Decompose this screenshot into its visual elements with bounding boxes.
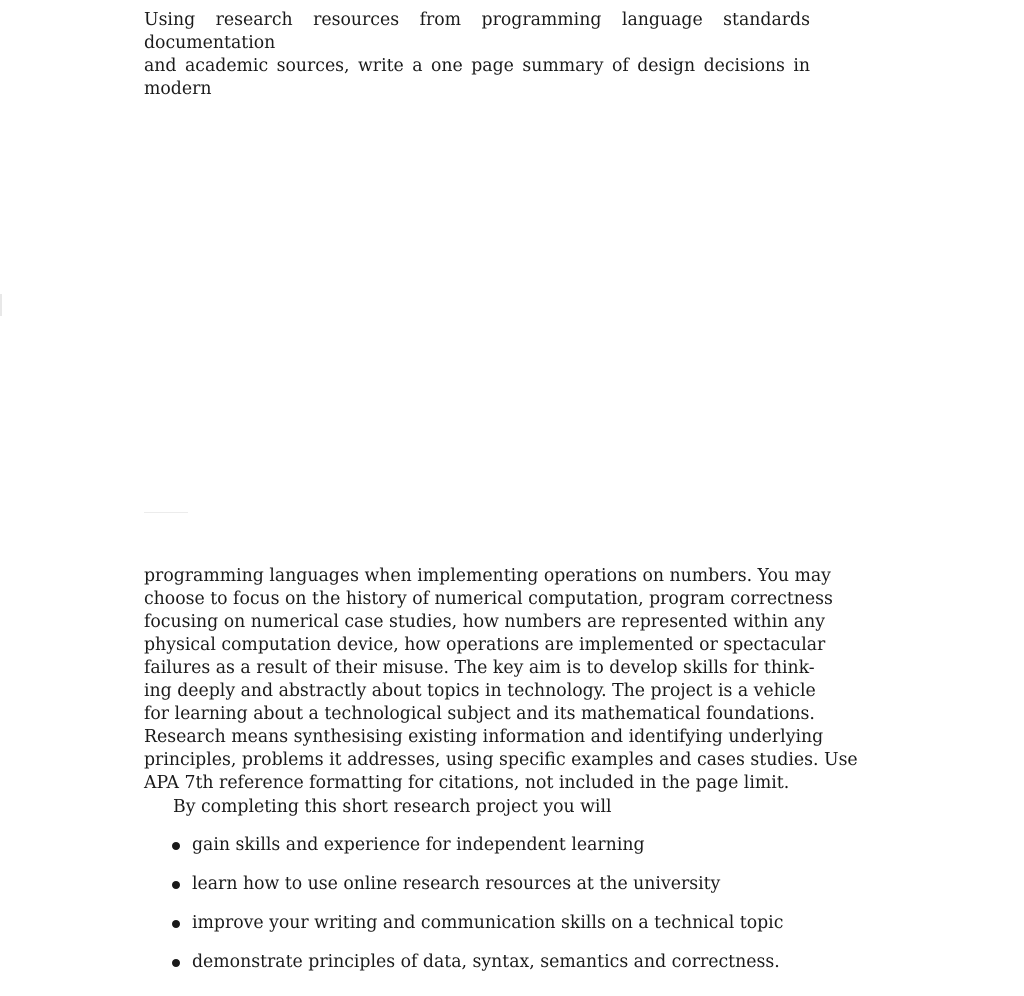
outcomes-intro: By completing this short research project you will <box>173 797 612 817</box>
list-item-text: improve your writing and communication skills on a technical topic <box>192 913 784 933</box>
list-item-text: demonstrate principles of data, syntax, semantics and correctness. <box>192 952 780 972</box>
page-edge-mark <box>0 294 2 316</box>
paragraph-line: Research means synthesising existing information and identifying underlying <box>144 727 824 747</box>
list-item <box>170 834 783 873</box>
paragraph-line: programming languages when implementing operations on numbers. You may <box>144 566 831 586</box>
list-item <box>170 912 783 951</box>
assignment-paragraph-body <box>144 565 858 795</box>
paragraph-line: Using research resources from programming language standards documentation <box>144 10 810 53</box>
list-item <box>170 873 783 912</box>
paragraph-line: for learning about a technological subject and its mathematical foundations. <box>144 704 815 724</box>
paragraph-line: ing deeply and abstractly about topics in technology. The project is a vehicle <box>144 681 816 701</box>
page-break-divider <box>144 512 188 513</box>
assignment-paragraph-opening <box>144 9 810 101</box>
list-item-text: gain skills and experience for independent learning <box>192 835 645 855</box>
bullet-icon <box>172 959 180 967</box>
list-item-text: learn how to use online research resources at the university <box>192 874 721 894</box>
paragraph-line: principles, problems it addresses, using specific examples and cases studies. Use <box>144 750 858 770</box>
paragraph-line: failures as a result of their misuse. The key aim is to develop skills for think- <box>144 658 815 678</box>
bullet-icon <box>172 842 180 850</box>
paragraph-line: focusing on numerical case studies, how numbers are represented within any <box>144 612 825 632</box>
paragraph-line: physical computation device, how operations are implemented or spectacular <box>144 635 826 655</box>
paragraph-line: APA 7th reference formatting for citations, not included in the page limit. <box>144 773 790 793</box>
bullet-icon <box>172 920 180 928</box>
list-item <box>170 951 783 990</box>
paragraph-line: and academic sources, write a one page summary of design decisions in modern <box>144 56 810 99</box>
bullet-icon <box>172 881 180 889</box>
paragraph-line: choose to focus on the history of numerical computation, program correctness <box>144 589 833 609</box>
outcomes-list <box>170 834 783 990</box>
